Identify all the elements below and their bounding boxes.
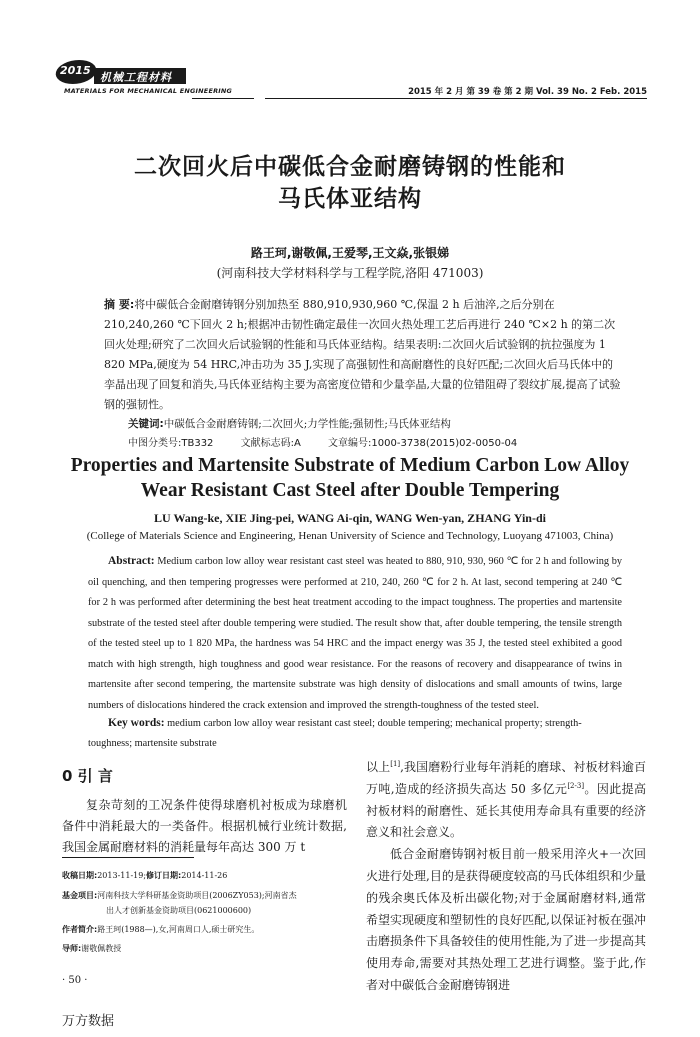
footnote-advisor xyxy=(62,943,362,954)
journal-name-en: MATERIALS FOR MECHANICAL ENGINEERING xyxy=(64,87,233,95)
keywords-en xyxy=(88,713,622,754)
intro-paragraph-1: 复杂苛刻的工况条件使得球磨机衬板成为球磨机备件中消耗最大的一类备件。根据机械行业统计数据,我国金属耐磨材料的消耗量每年高达 300 万 t xyxy=(62,798,347,854)
keywords-cn xyxy=(128,416,628,431)
keywords-cn-label: 关键词: xyxy=(128,418,164,430)
citation-ref-1[interactable]: [1] xyxy=(390,760,401,768)
abstract-cn xyxy=(104,295,624,415)
footnote-rule xyxy=(62,857,194,858)
received-date: 2013-11-19; xyxy=(97,871,147,880)
authors-cn: 路王珂,谢敬佩,王爱琴,王文焱,张银娣 xyxy=(250,246,450,260)
title-en xyxy=(0,453,700,503)
section-heading-introduction: 0 引 言 xyxy=(62,767,113,785)
clc-number: 中图分类号:TB332 xyxy=(128,438,214,449)
affiliation-en: (College of Materials Science and Engineering, Henan University of Science and Technology, Luoyang 471003, China) xyxy=(86,530,614,542)
page-number: · 50 · xyxy=(62,975,88,986)
keywords-en-label: Key words: xyxy=(108,717,165,729)
intro-paragraph-2: 低合金耐磨铸钢衬板目前一般采用淬火+一次回火进行处理,目的是获得硬度较高的马氏体组织和少量的残余奥氏体及析出碳化物;对于金属耐磨材料,通常希望实现硬度和塑韧性的良好匹配,以保证衬板在强冲击磨损条件下具备较佳的使用性能,为了进一步提高其使用寿命,需要对其热处理工艺进行调整。鉴于此,作者对中碳低合金耐磨铸钢进 xyxy=(366,847,646,992)
citation-ref-2-3[interactable]: [2-3] xyxy=(567,781,585,790)
watermark: 万方数据 xyxy=(62,1014,115,1029)
header-rule xyxy=(265,98,647,99)
classification-row xyxy=(128,434,541,449)
abstract-en-text: Medium carbon low alloy wear resistant cast steel was heated to 880, 910, 930, 960 ℃ for 2 h and following by oil quenching, and then tempering progresses were performed at 210, 240, 260 ℃ for 2 h. At last, second tempering at 240 ℃ for 2 h was performed after determining the best heat treatment accoding to the impact toughness. The properties and martensite substrate of the tested steel after double tempering were studied. The result show that, after double tempering, the tensile strength of the tested steel up to 1 820 MPa, the hardness was 54 HRC and the impact energy was 35 J, the tested steel exhibited a good match with high strength, high toughness and good wear resistance. For the reasons of recovery and disappearance of twins in martensite after second tempering, the martensite substrate was high density of dislocations and small amounts of twins, large numbers of dislocations hindered the crack extension and improved the strength-toughness of the tested steel. xyxy=(88,556,622,711)
title-cn-line-2: 马氏体亚结构 xyxy=(278,186,422,212)
footnote-dates xyxy=(62,870,362,881)
title-cn-line-1: 二次回火后中碳低合金耐磨铸钢的性能和 xyxy=(134,154,566,180)
footnote-fund xyxy=(62,890,362,901)
revised-label: 修订日期: xyxy=(146,871,182,880)
intro-paragraph-1-cont xyxy=(366,757,646,844)
issue-info: 2015 年 2 月 第 39 卷 第 2 期 Vol. 39 No. 2 Feb. 2015 xyxy=(408,87,647,97)
footnote-fund-cont: 出人才创新基金资助项目(0621000600) xyxy=(106,906,252,915)
journal-name-cn: 机械工程材料 xyxy=(100,71,172,84)
journal-year: 2015 xyxy=(60,64,91,77)
article-number: 文章编号:1000-3738(2015)02-0050-04 xyxy=(328,438,518,449)
header-rule-left xyxy=(192,98,254,99)
authors-en: LU Wang-ke, XIE Jing-pei, WANG Ai-qin, WANG Wen-yan, ZHANG Yin-di xyxy=(154,511,546,525)
received-label: 收稿日期: xyxy=(62,871,98,880)
revised-date: 2014-11-26 xyxy=(181,871,228,880)
text-run: ,我国磨粉行业每年消耗的磨球、衬板材料逾百万吨,造成的经济损失高达 50 多亿元 xyxy=(366,760,646,796)
document-code: 文献标志码:A xyxy=(240,438,301,449)
title-en-line-2: Wear Resistant Cast Steel after Double Tempering xyxy=(140,480,560,501)
advisor-name: 谢敬佩教授 xyxy=(81,944,122,953)
title-en-line-1: Properties and Martensite Substrate of Medium Carbon Low Alloy xyxy=(70,455,630,476)
abstract-cn-text: 将中碳低合金耐磨铸钢分别加热至 880,910,930,960 ℃,保温 2 h 后油淬,之后分别在 210,240,260 ℃下回火 2 h;根据冲击韧性确定最佳一次回火热处理工艺后再进行 240 ℃×2 h 的第二次回火处理;研究了二次回火后试验钢的性能和马氏体亚结构。结果表明:二次回火后试验钢的抗拉强度为 1 820 MPa,硬度为 54 HRC,冲击功为 35 J,实现了高强韧性和高耐磨性的良好匹配;二次回火后马氏体中的孪晶出现了回复和消失,马氏体亚结构主要为高密度位错和少量孪晶,大量的位错阻碍了裂纹扩展,提高了试验钢的强韧性。 xyxy=(104,298,621,411)
keywords-cn-text: 中碳低合金耐磨铸钢;二次回火;力学性能;强韧性;马氏体亚结构 xyxy=(163,418,451,430)
affiliation-cn: (河南科技大学材料科学与工程学院,洛阳 471003) xyxy=(216,266,484,280)
advisor-label: 导师: xyxy=(62,944,82,953)
body-right-column xyxy=(366,757,646,997)
author-label: 作者简介: xyxy=(62,925,98,934)
fund-text-1: 河南科技大学科研基金资助项目(2006ZY053);河南省杰 xyxy=(97,891,297,900)
footnote-author xyxy=(62,924,362,935)
fund-label: 基金项目: xyxy=(62,891,98,900)
author-info: 路王珂(1988—),女,河南周口人,硕士研究生。 xyxy=(97,925,260,934)
keywords-en-text: medium carbon low alloy wear resistant cast steel; double tempering; mechanical property; strength-toughness; martensite substrate xyxy=(88,718,582,749)
text-run: 。因此提高衬板材料的耐磨性、延长其使用寿命具有重要的经济意义和社会意义。 xyxy=(366,781,646,840)
abstract-en xyxy=(88,551,622,716)
abstract-en-label: Abstract: xyxy=(108,555,155,567)
body-left-column xyxy=(62,795,347,858)
text-run: 以上 xyxy=(366,760,391,774)
abstract-cn-label: 摘 要: xyxy=(104,298,135,311)
